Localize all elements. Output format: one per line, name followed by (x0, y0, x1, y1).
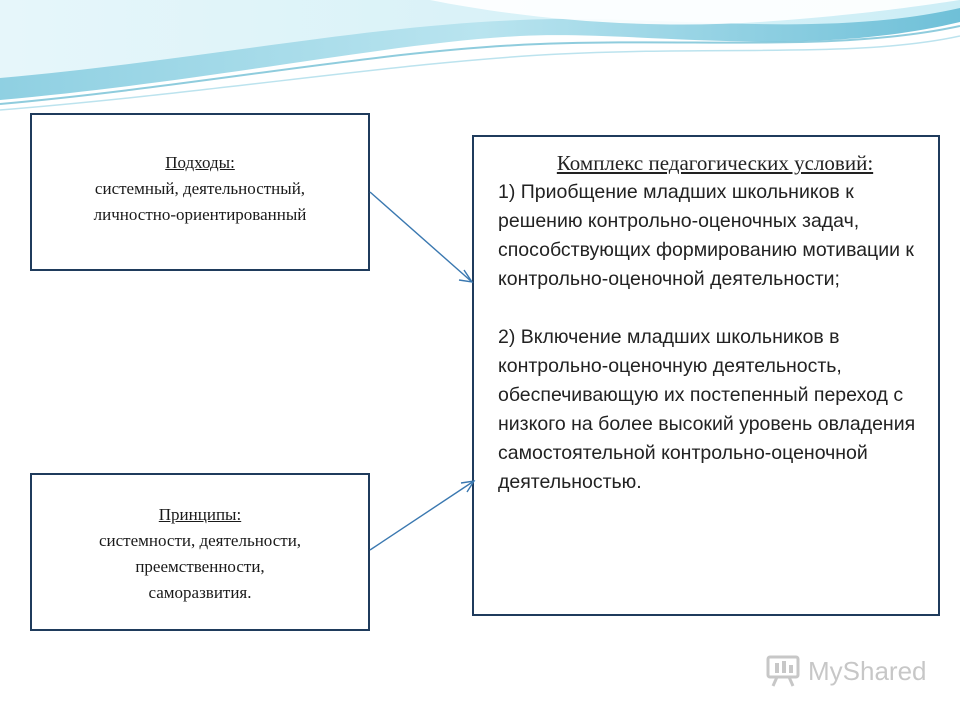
watermark-text: MyShared (808, 655, 927, 686)
arrow-principles-to-complex (370, 481, 474, 550)
principles-line-3: саморазвития. (148, 583, 252, 602)
approaches-title: Подходы: (165, 153, 235, 172)
approaches-line-1: системный, деятельностный, (94, 179, 306, 198)
principles-line-2: преемственности, (135, 557, 265, 576)
principles-title: Принципы: (158, 505, 242, 524)
principles-line-1: системности, деятельности, (98, 531, 302, 550)
complex-title: Комплекс педагогических условий: (556, 151, 874, 175)
approaches-box (30, 113, 370, 271)
approaches-line-2: личностно-ориентированный (93, 205, 307, 224)
arrow-approaches-to-complex (370, 192, 472, 282)
complex-condition-2: 2) Включение младших школьников в контрольно-оценочную деятельность, обеспечивающую их постепенный переход с низкого на более высокий уровень овладения самостоятельной контрольно-оценочной деятельностью. (498, 326, 916, 493)
principles-box (30, 473, 370, 631)
watermark (766, 654, 927, 688)
complex-condition-1: 1) Приобщение младших школьников к решению контрольно-оценочных задач, способствующих формированию мотивации к контрольно-оценочной деятельности; (498, 181, 914, 290)
presentation-board-icon (766, 654, 802, 688)
header-wave-decoration (0, 0, 960, 120)
complex-conditions-box (472, 135, 940, 616)
